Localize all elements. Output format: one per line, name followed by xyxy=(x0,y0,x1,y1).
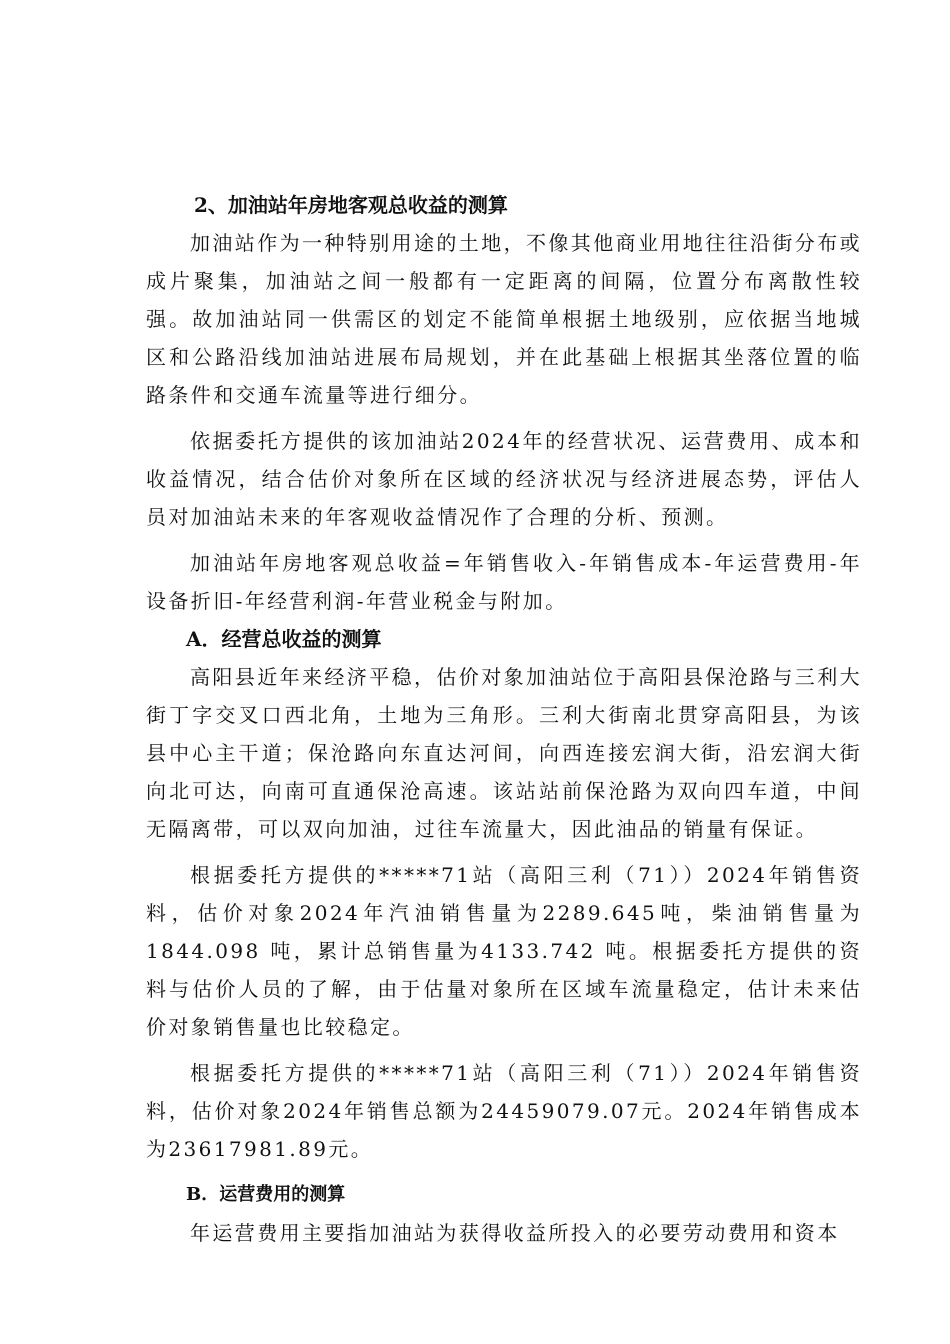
paragraph-operating-cost: 年运营费用主要指加油站为获得收益所投入的必要劳动费用和资本 xyxy=(190,1221,840,1245)
paragraph-income-formula: 加油站年房地客观总收益=年销售收入-年销售成本-年运营费用-年设备折旧-年经营利润-年营业税金与附加。 xyxy=(146,551,862,613)
document-body xyxy=(146,186,862,1252)
paragraph-station-land: 加油站作为一种特别用途的土地，不像其他商业用地往往沿街分布或成片聚集，加油站之间一般都有一定距离的间隔，位置分布离散性较强。故加油站同一供需区的划定不能简单根据土地级别，应依据当地城区和公路沿线加油站进展布局规划，并在此基础上根据其坐落位置的临路条件和交通车流量等进行细分。 xyxy=(146,231,862,407)
subsection-b-title: B．运营费用的测算 xyxy=(186,1184,346,1205)
paragraph-location: 高阳县近年来经济平稳，估价对象加油站位于高阳县保沧路与三利大街丁字交叉口西北角，土地为三角形。三利大街南北贯穿高阳县，为该县中心主干道；保沧路向东直达河间，向西连接宏润大街，沿宏润大街向北可达，向南可直通保沧高速。该站站前保沧路为双向四车道，中间无隔离带，可以双向加油，过往车流量大，因此油品的销量有保证。 xyxy=(146,665,862,841)
paragraph-sales-amount: 根据委托方提供的*****71站（高阳三利（71））2024年销售资料，估价对象2024年销售总额为24459079.07元。2024年销售成本为23617981.89元。 xyxy=(146,1061,862,1161)
subsection-a-title: A．经营总收益的测算 xyxy=(186,627,382,651)
paragraph-client-data: 依据委托方提供的该加油站2024年的经营状况、运营费用、成本和收益情况，结合估价对象所在区域的经济状况与经济进展态势，评估人员对加油站未来的年客观收益情况作了合理的分析、预测。 xyxy=(146,429,862,529)
paragraph-sales-volume: 根据委托方提供的*****71站（高阳三利（71））2024年销售资料，估价对象2024年汽油销售量为2289.645吨，柴油销售量为1844.098 吨，累计总销售量为4133.742 吨。根据委托方提供的资料与估价人员的了解，由于估量对象所在区域车流量稳定，估计未来估价对象销售量也比较稳定。 xyxy=(146,863,862,1039)
section-title: 2、加油站年房地客观总收益的测算 xyxy=(194,193,508,217)
